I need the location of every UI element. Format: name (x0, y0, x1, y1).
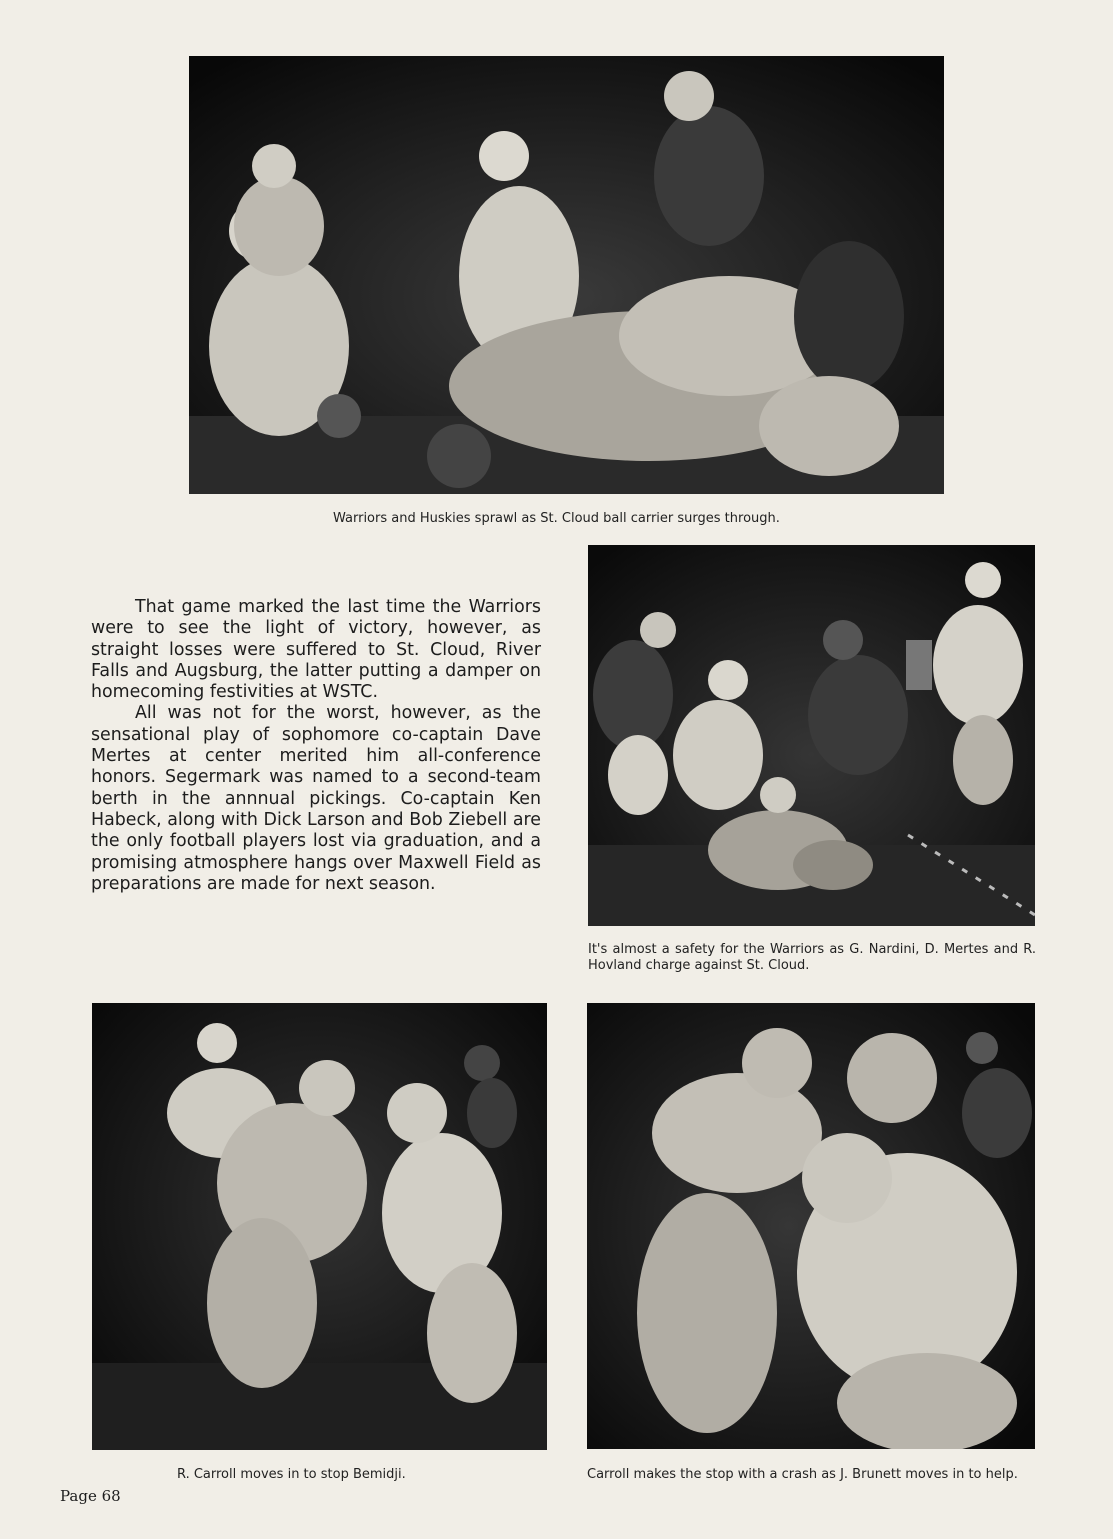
article-paragraph: All was not for the worst, however, as the sensational play of sophomore co-captain Dave Mertes at center merited him all-conference honors. Segermark was named to a second-team berth in the annnual pickings. Co-captain Ken Habeck, along with Dick Larson and Bob Ziebell are the only football players lost via graduation, and a promising atmosphere hangs over Maxwell Field as preparations are made for next season. (91, 703, 541, 894)
page-number: Page 68 (60, 1487, 121, 1505)
photo-warriors-huskies-sprawl (189, 56, 944, 494)
caption-middle-right: It's almost a safety for the Warriors as G. Nardini, D. Mertes and R. Hovland charge against St. Cloud. (588, 942, 1036, 973)
caption-bottom-left: R. Carroll moves in to stop Bemidji. (177, 1467, 406, 1482)
caption-top: Warriors and Huskies sprawl as St. Cloud ball carrier surges through. (333, 511, 780, 526)
article-paragraph: That game marked the last time the Warriors were to see the light of victory, however, as straight losses were suffered to St. Cloud, River Falls and Augsburg, the latter putting a damper on homecoming festivities at WSTC. (91, 597, 541, 703)
photo-carroll-moves-in (92, 1003, 547, 1450)
photo-safety-charge (588, 545, 1035, 926)
photo-carroll-stop-crash (587, 1003, 1035, 1449)
article-body (91, 597, 541, 895)
caption-bottom-right: Carroll makes the stop with a crash as J. Brunett moves in to help. (587, 1467, 1018, 1482)
